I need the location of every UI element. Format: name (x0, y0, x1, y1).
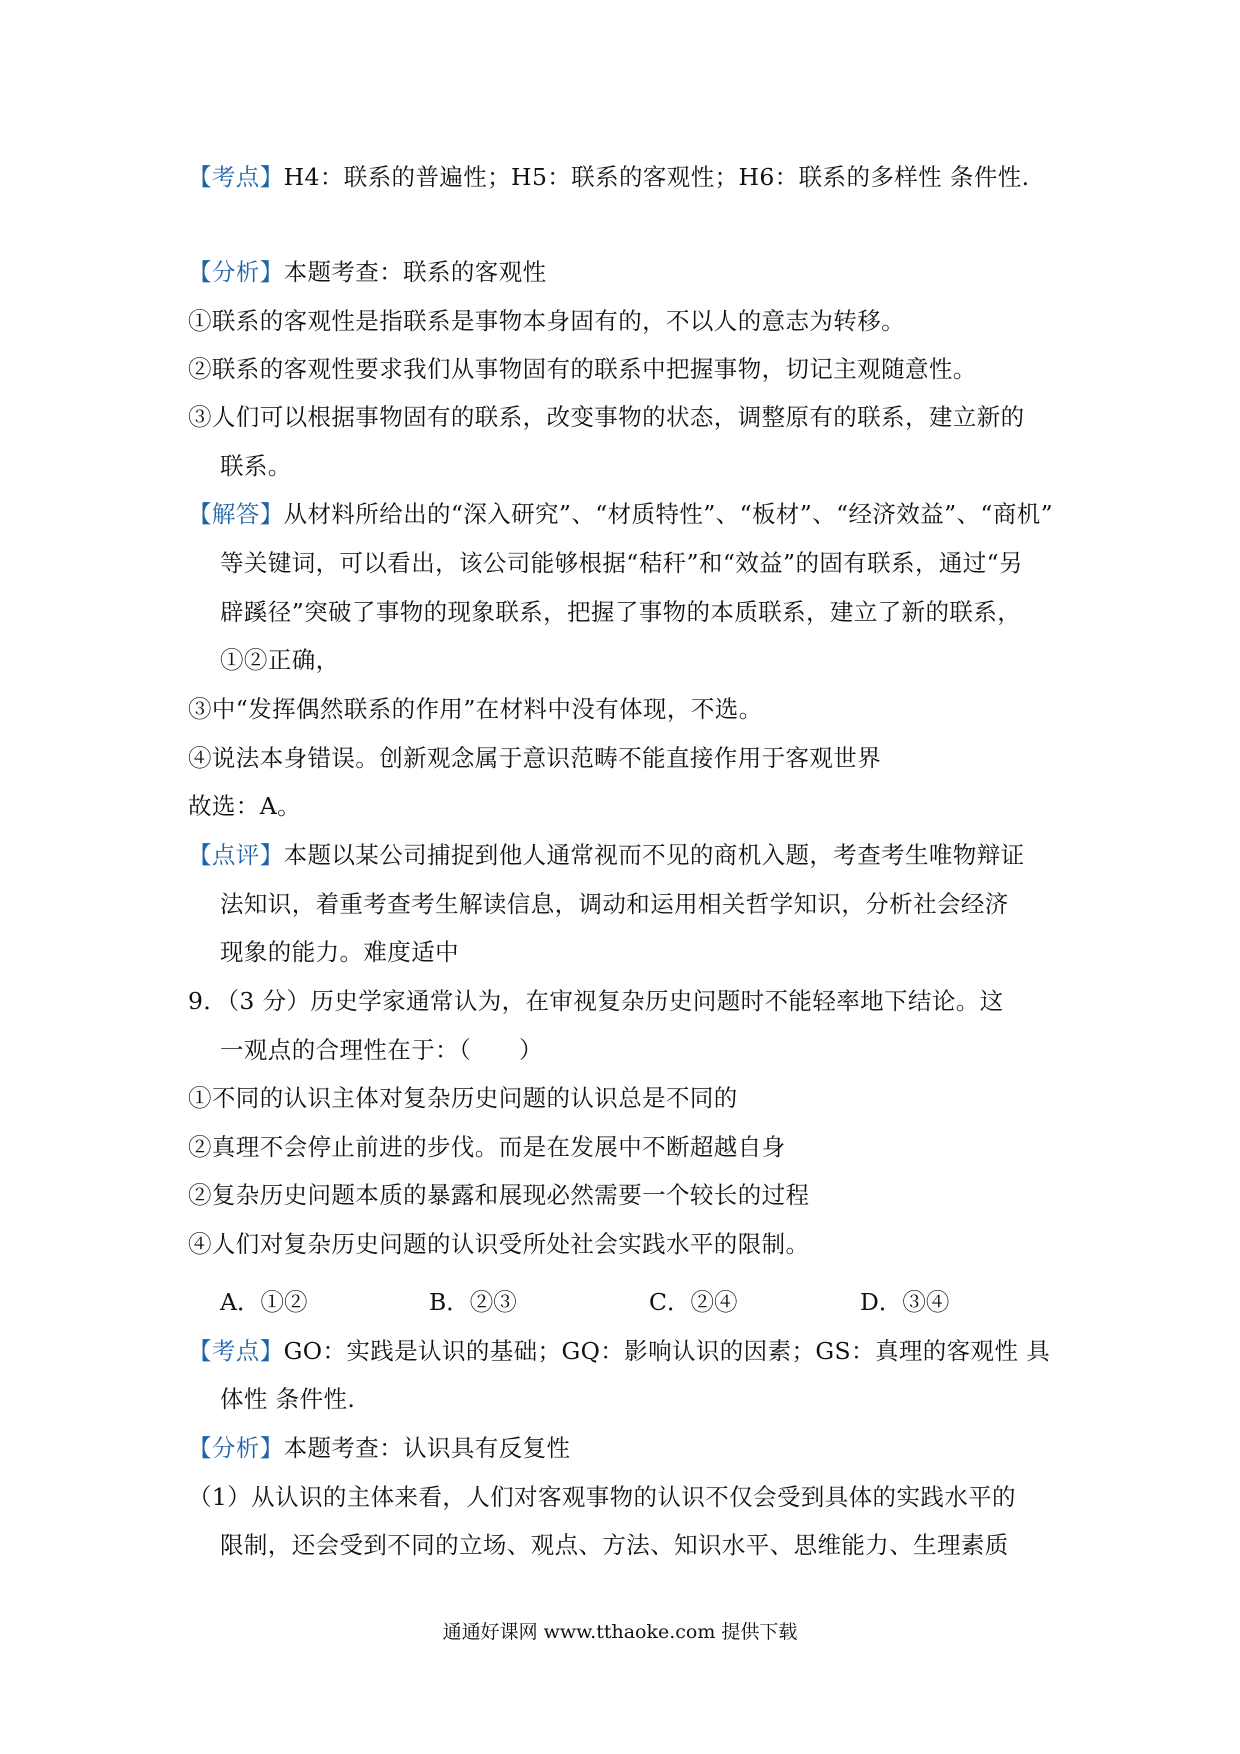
kaodian-tag: 【考点】 (188, 163, 284, 191)
fenxi-1 (188, 255, 547, 289)
fenxi-item: ①联系的客观性是指联系是事物本身固有的，不以人的意志为转移。 (188, 307, 905, 335)
fenxi-item: ③人们可以根据事物固有的联系，改变事物的状态，调整原有的联系，建立新的 (188, 403, 1025, 431)
fenxi-line: （1）从认识的主体来看，人们对客观事物的认识不仅会受到具体的实践水平的 (188, 1483, 1016, 1511)
option-b: B．②③ (429, 1288, 517, 1316)
question-9-item: ①不同的认识主体对复杂历史问题的认识总是不同的 (188, 1084, 738, 1112)
kaodian-line: 体性 条件性. (220, 1385, 356, 1413)
kaodian-2 (188, 1334, 1050, 1368)
kaodian-tag: 【考点】 (188, 1337, 284, 1365)
kaodian-line: GO：实践是认识的基础；GQ：影响认识的因素；GS：真理的客观性 具 (283, 1337, 1051, 1365)
option-a: A．①② (220, 1288, 308, 1316)
page-footer: 通通好课网 www.tthaoke.com 提供下载 (442, 1621, 798, 1643)
dianping (188, 838, 1025, 872)
question-9-stem: 9．（3 分）历史学家通常认为，在审视复杂历史问题时不能轻率地下结论。这 (188, 987, 1004, 1015)
jieda-line: ①②正确， (220, 646, 340, 674)
jieda-line: 辟蹊径”突破了事物的现象联系，把握了事物的本质联系，建立了新的联系， (220, 598, 1022, 626)
jieda-after: ③中“发挥偶然联系的作用”在材料中没有体现，不选。 (188, 695, 763, 723)
question-9-stem-continued: 一观点的合理性在于：（ ） (220, 1036, 543, 1064)
option-d: D．③④ (860, 1288, 950, 1316)
fenxi-2 (188, 1431, 570, 1465)
jieda-line: 等关键词，可以看出，该公司能够根据“秸秆”和“效益”的固有联系，通过“另 (220, 549, 1023, 577)
dianping-line: 本题以某公司捕捉到他人通常视而不见的商机入题，考查考生唯物辩证 (283, 841, 1025, 869)
jieda (188, 497, 1053, 531)
question-9-item: ④人们对复杂历史问题的认识受所处社会实践水平的限制。 (188, 1230, 810, 1258)
fenxi-text: 本题考查：认识具有反复性 (283, 1434, 571, 1462)
jieda-after: ④说法本身错误。创新观念属于意识范畴不能直接作用于客观世界 (188, 744, 882, 772)
fenxi-tag: 【分析】 (188, 1434, 284, 1462)
kaodian-1 (188, 160, 1029, 194)
dianping-tag: 【点评】 (188, 841, 284, 869)
question-9-item: ②真理不会停止前进的步伐。而是在发展中不断超越自身 (188, 1133, 786, 1161)
fenxi-text: 本题考查：联系的客观性 (283, 258, 547, 286)
question-9-item: ②复杂历史问题本质的暴露和展现必然需要一个较长的过程 (188, 1181, 810, 1209)
dianping-line: 法知识，着重考查考生解读信息，调动和运用相关哲学知识，分析社会经济 (220, 890, 1009, 918)
option-c: C．②④ (649, 1288, 738, 1316)
fenxi-tag: 【分析】 (188, 258, 284, 286)
fenxi-item: ②联系的客观性要求我们从事物固有的联系中把握事物，切记主观随意性。 (188, 355, 977, 383)
fenxi-item-continued: 联系。 (220, 452, 292, 480)
jieda-line: 从材料所给出的“深入研究”、“材质特性”、“板材”、“经济效益”、“商机” (283, 500, 1054, 528)
fenxi-line: 限制，还会受到不同的立场、观点、方法、知识水平、思维能力、生理素质 (220, 1531, 1009, 1559)
dianping-line: 现象的能力。难度适中 (220, 938, 459, 966)
kaodian-text: H4：联系的普遍性；H5：联系的客观性；H6：联系的多样性 条件性. (283, 163, 1030, 191)
jieda-tag: 【解答】 (188, 500, 284, 528)
answer-line: 故选：A。 (188, 792, 301, 820)
